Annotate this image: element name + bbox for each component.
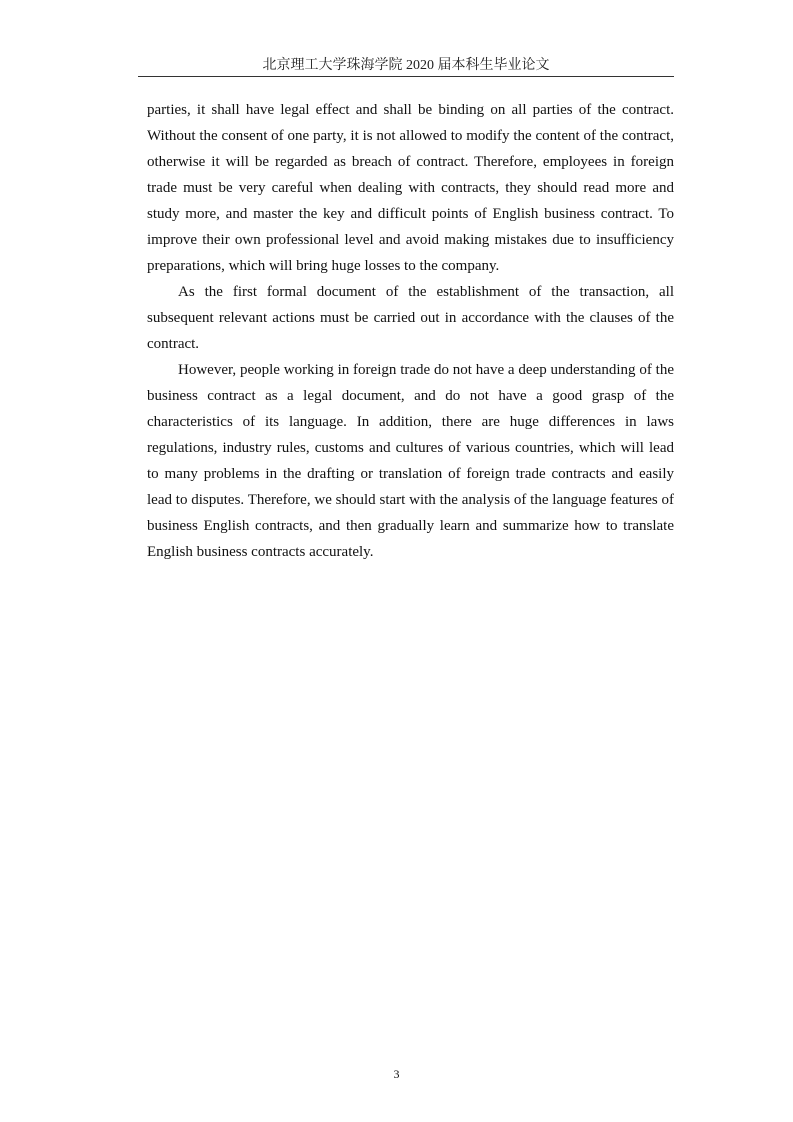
running-header: 北京理工大学珠海学院 2020 届本科生毕业论文 <box>262 58 550 73</box>
body-text <box>147 97 674 565</box>
paragraph: As the first formal document of the establishment of the transaction, all subsequent relevant actions must be carried out in accordance with the clauses of the contract. <box>147 284 674 352</box>
header-rule <box>138 76 674 77</box>
paragraph: However, people working in foreign trade do not have a deep understanding of the business contract as a legal document, and do not have a good grasp of the characteristics of its language. In addition, there are huge differences in laws regulations, industry rules, customs and cultures of various countries, which will lead to many problems in the drafting or translation of foreign trade contracts and easily lead to disputes. Therefore, we should start with the analysis of the language features of business English contracts, and then gradually learn and summarize how to translate English business contracts accurately. <box>147 362 674 560</box>
page-number: 3 <box>393 1067 400 1081</box>
paragraph-continuation: parties, it shall have legal effect and shall be binding on all parties of the contract. Without the consent of one party, it is not allowed to modify the content of the contract, otherwise it will be regarded as breach of contract. Therefore, employees in foreign trade must be very careful when dealing with contracts, they should read more and study more, and master the key and difficult points of English business contract. To improve their own professional level and avoid making mistakes due to insufficiency preparations, which will bring huge losses to the company. <box>147 102 674 274</box>
